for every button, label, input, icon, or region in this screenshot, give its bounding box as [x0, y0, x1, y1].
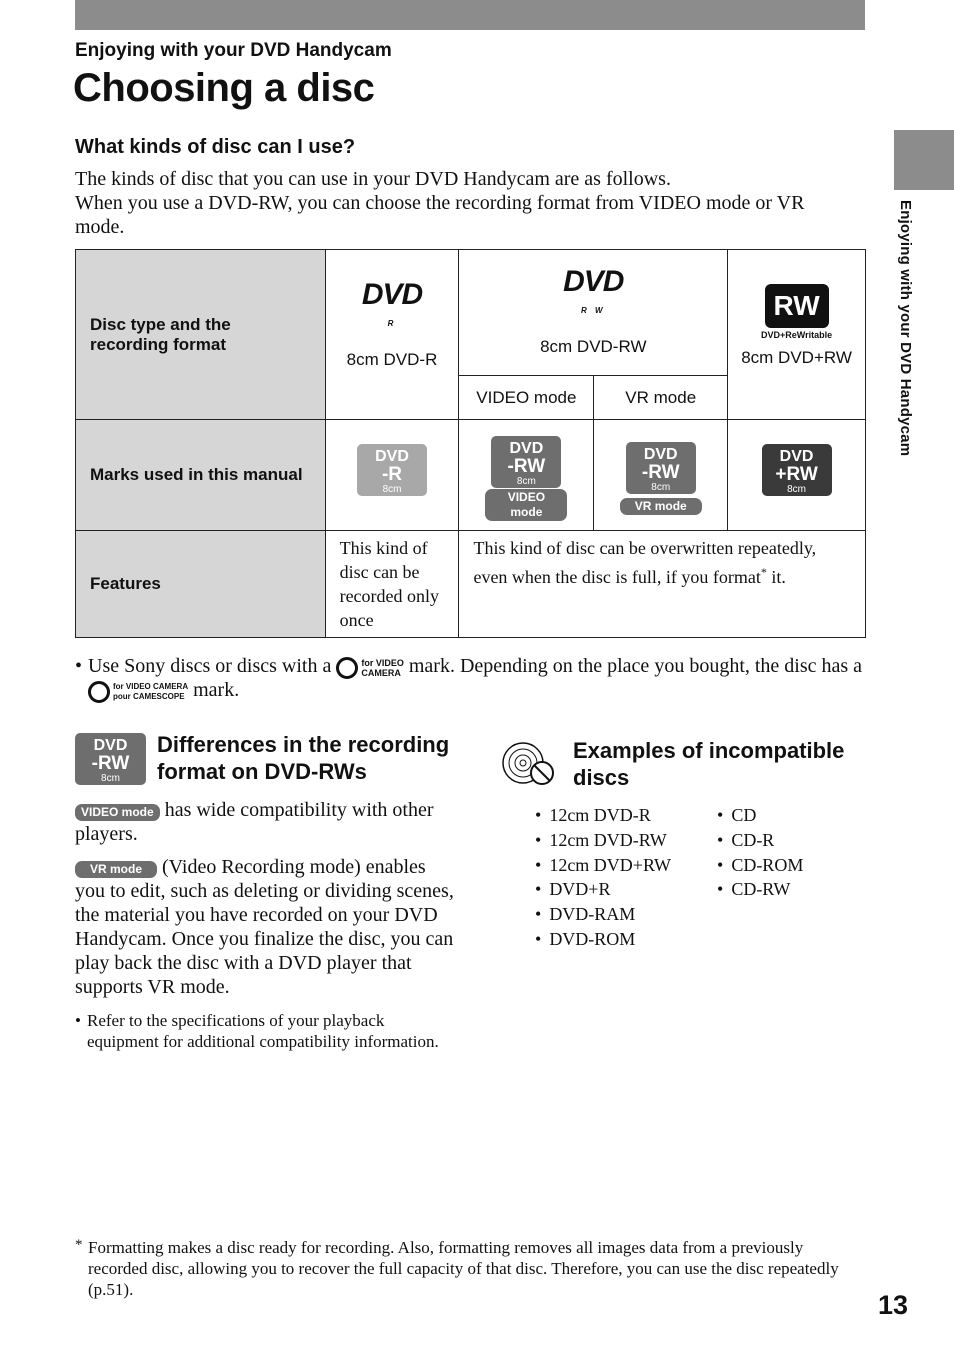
list-item: • CD-RW: [717, 877, 803, 902]
dvd-r-logo-icon: DVD R: [361, 278, 423, 328]
video-mode-badge: VIDEO mode: [485, 489, 567, 521]
differences-heading: Differences in the recording format on DVD-RWs: [157, 732, 450, 784]
vr-mode-badge: VR mode: [75, 861, 157, 878]
dvd-rw-logo-icon: DVD R W: [563, 265, 624, 315]
intro-paragraph: The kinds of disc that you can use in your DVD Handycam are as follows. When you use a DVD-RW, you can choose the recording format from VIDEO mode or VR mode.: [75, 168, 805, 238]
mode-vr: VR mode: [594, 376, 728, 420]
dvd-r-mark-icon: DVD -R 8cm: [357, 444, 427, 496]
top-bar: [75, 0, 865, 30]
dvd-rw-icon: DVD -RW 8cm: [75, 733, 146, 786]
incompatible-heading: Examples of incompatible discs: [573, 738, 845, 790]
disc-dvd-rw: DVD R W 8cm DVD-RW: [459, 250, 728, 376]
list-item: • CD: [717, 803, 803, 828]
row-head-disc-type: Disc type and the recording format: [76, 250, 326, 420]
compatibility-note: • Refer to the specifications of your playback equipment for additional compatibility information.: [75, 1011, 439, 1051]
vr-mode-paragraph: VR mode (Video Recording mode) enables you to edit, such as deleting or dividing scenes, the material you have recorded on your DVD Handycam. Once you finalize the disc, you can play back the disc with a DVD player that supports VR mode.: [75, 856, 454, 998]
subhead: What kinds of disc can I use?: [75, 136, 356, 158]
row-head-features: Features: [76, 531, 326, 638]
feature-rewritable: This kind of disc can be overwritten repeatedly, even when the disc is full, if you format* it.: [459, 531, 866, 638]
side-tab: [894, 130, 954, 190]
list-item: • DVD+R: [535, 877, 671, 902]
page-title: Choosing a disc: [73, 66, 375, 110]
dvd-rw-mark-icon: DVD -RW 8cm: [491, 436, 561, 488]
list-item: • 12cm DVD-RW: [535, 828, 671, 853]
mark-cell-dvd-r: [325, 420, 459, 531]
disc-table: [75, 249, 866, 638]
mark-cell-dvd-rw-vr: [594, 420, 728, 531]
dvd-rw-mark-icon: DVD -RW 8cm: [626, 442, 696, 494]
incompatible-list-col2: [717, 803, 803, 902]
video-camera-logo-icon: for VIDEO CAMERA: [336, 655, 404, 679]
mode-video: VIDEO mode: [459, 376, 594, 420]
dvd-plus-rw-mark-icon: DVD +RW 8cm: [762, 444, 832, 496]
footnote: * Formatting makes a disc ready for recording. Also, formatting removes all images data from a previously recorded disc, allowing you to recover the full capacity of that disc. Therefore, you can use the disc repeatedly (p.51).: [75, 1237, 839, 1299]
vr-mode-badge: VR mode: [620, 498, 702, 515]
list-item: • 12cm DVD-R: [535, 803, 671, 828]
video-mode-paragraph: VIDEO mode has wide compatibility with other players.: [75, 799, 434, 845]
list-item: • DVD-RAM: [535, 902, 671, 927]
feature-dvd-r: This kind of disc can be recorded only once: [325, 531, 459, 638]
list-item: • CD-R: [717, 828, 803, 853]
row-head-marks: Marks used in this manual: [76, 420, 326, 531]
disc-dvd-r: DVD R 8cm DVD-R: [325, 250, 459, 420]
incompatible-list-col1: [535, 803, 671, 952]
list-item: • DVD-ROM: [535, 927, 671, 952]
disc-dvd-plus-rw: RW DVD+ReWritable 8cm DVD+RW: [728, 250, 866, 420]
list-item: • 12cm DVD+RW: [535, 853, 671, 878]
mark-cell-dvd-plus-rw: [728, 420, 866, 531]
section-label: Enjoying with your DVD Handycam: [75, 40, 392, 61]
sony-disc-note: • Use Sony discs or discs with a for VIDEO CAMERA mark. Depending on the place you bought, the disc has a for VIDEO CAMERA pour CAMESCOPE mark.: [75, 655, 865, 704]
video-camera-camescope-logo-icon: for VIDEO CAMERA pour CAMESCOPE: [88, 680, 188, 704]
page-number: 13: [878, 1290, 909, 1320]
video-mode-badge: VIDEO mode: [75, 804, 160, 821]
side-label: Enjoying with your DVD Handycam: [897, 200, 914, 457]
list-item: • CD-ROM: [717, 853, 803, 878]
no-disc-icon: [497, 735, 557, 795]
mark-cell-dvd-rw-video: [459, 420, 594, 531]
dvd-plus-rw-logo-icon: RW: [765, 284, 829, 328]
